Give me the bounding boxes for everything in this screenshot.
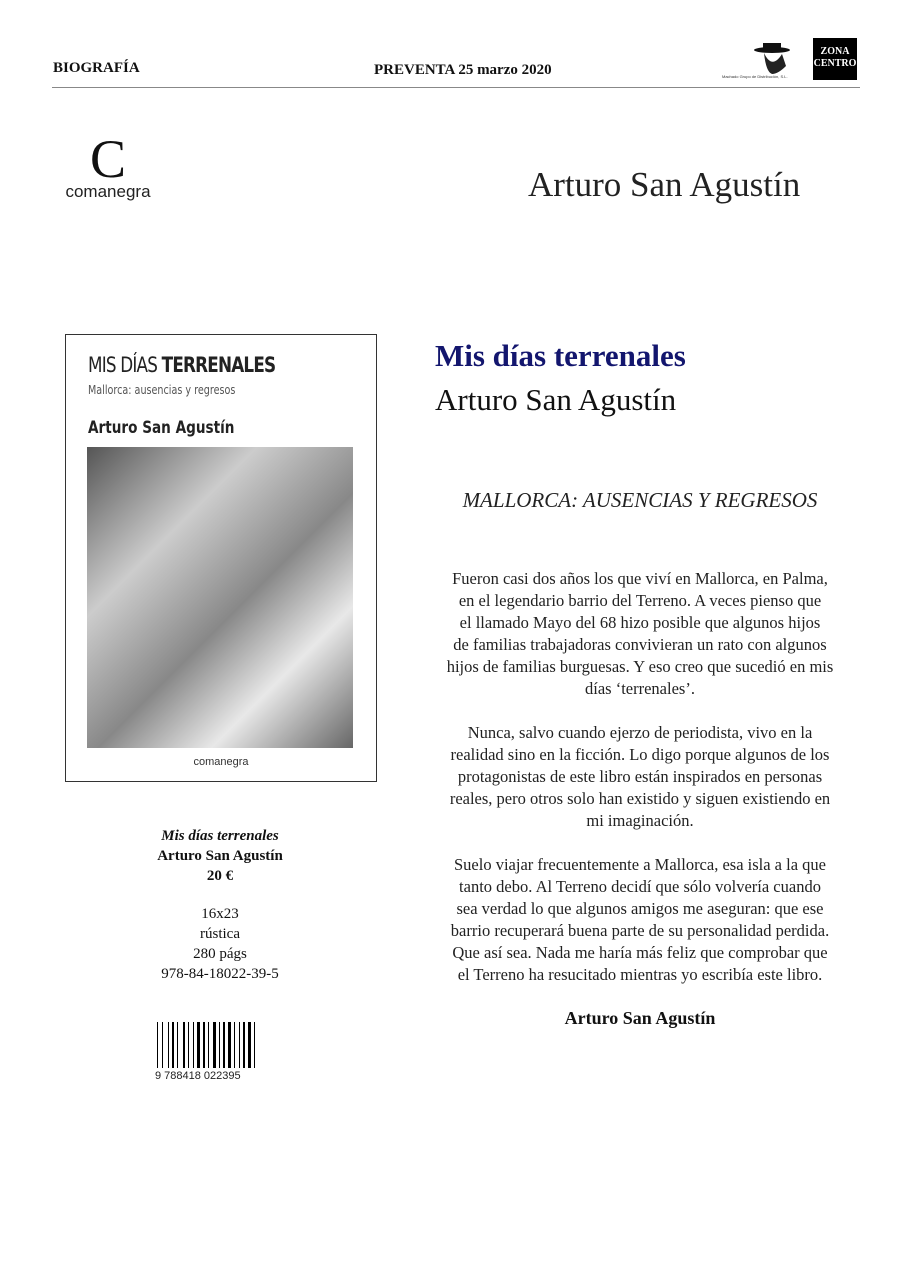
text-line: en el legendario barrio del Terreno. A veces pienso que (458, 591, 822, 610)
book-cover (65, 334, 377, 782)
info-isbn: 978-84-18022-39-5 (161, 966, 279, 982)
zona-centro-logo (813, 38, 857, 80)
book-author: Arturo San Agustín (435, 382, 677, 417)
text-line: reales, pero otros solo han existido y siguen existiendo en (449, 789, 831, 808)
cover-subtitle: Mallorca: ausencias y regresos (88, 383, 236, 397)
zona-text: ZONA (820, 46, 850, 57)
text-line: protagonistas de este libro están inspirados en personas (457, 767, 823, 786)
publisher-logo-letter: C (89, 129, 127, 189)
cover-publisher: comanegra (193, 756, 249, 768)
text-line: barrio recuperará buena parte de su personalidad perdida. (450, 921, 830, 940)
barcode-digits: 9 788418 022395 (155, 1070, 241, 1082)
description (416, 568, 864, 1008)
text-line: de familias trabajadoras convivieran un rato con algunos (453, 635, 827, 654)
section-label: BIOGRAFÍA (53, 60, 140, 76)
book-subtitle: MALLORCA: AUSENCIAS Y REGRESOS (462, 488, 818, 512)
centro-text: CENTRO (813, 58, 857, 69)
text-line: realidad sino en la ficción. Lo digo porque algunos de los (450, 745, 830, 764)
signature: Arturo San Agustín (564, 1008, 716, 1028)
barcode-bars-icon (155, 1022, 273, 1068)
text-line: tanto debo. Al Terreno decidí que sólo volvería cuando (459, 877, 821, 896)
text-line: hijos de familias burguesas. Y eso creo que sucedió en mis (446, 657, 834, 676)
cover-title-light: MIS DÍAS (88, 353, 158, 377)
info-pages: 280 págs (193, 946, 247, 962)
text-line: mi imaginación. (586, 811, 694, 830)
info-price: 20 € (206, 868, 234, 884)
cover-photo (87, 447, 353, 748)
text-line: Que así sea. Nada me haría más feliz que comprobar que (452, 943, 828, 962)
distributor-caption: Machado Grupo de Distribución, S.L. (722, 74, 788, 79)
text-line: Suelo viajar frecuentemente a Mallorca, esa isla a la que (454, 855, 826, 874)
publisher-logo (58, 129, 158, 202)
text-line: días ‘terrenales’. (585, 679, 695, 698)
paragraph (416, 722, 864, 832)
info-binding: rústica (200, 926, 240, 942)
text-line: Fueron casi dos años los que viví en Mallorca, en Palma, (452, 569, 828, 588)
text-line: el Terreno ha resucitado mientras yo escribía este libro. (457, 965, 823, 984)
paragraph (416, 854, 864, 986)
presale-date: PREVENTA 25 marzo 2020 (374, 62, 552, 78)
book-info (110, 826, 330, 984)
text-line: sea verdad lo que algunos amigos me aseguran: que ese (456, 899, 824, 918)
barcode (155, 1022, 273, 1080)
info-size: 16x23 (201, 906, 239, 922)
text-line: el llamado Mayo del 68 hizo posible que algunos hijos (459, 613, 821, 632)
cover-title-bold: TERRENALES (161, 353, 276, 377)
author-heading: Arturo San Agustín (528, 165, 801, 204)
book-title: Mis días terrenales (435, 338, 686, 373)
paragraph (416, 568, 864, 700)
publisher-name: comanegra (65, 182, 151, 201)
info-author: Arturo San Agustín (157, 848, 283, 864)
info-title: Mis días terrenales (161, 828, 279, 844)
cover-author: Arturo San Agustín (88, 418, 235, 438)
cover-title (88, 353, 275, 377)
header-rule (52, 87, 860, 88)
text-line: Nunca, salvo cuando ejerzo de periodista, vivo en la (467, 723, 813, 742)
